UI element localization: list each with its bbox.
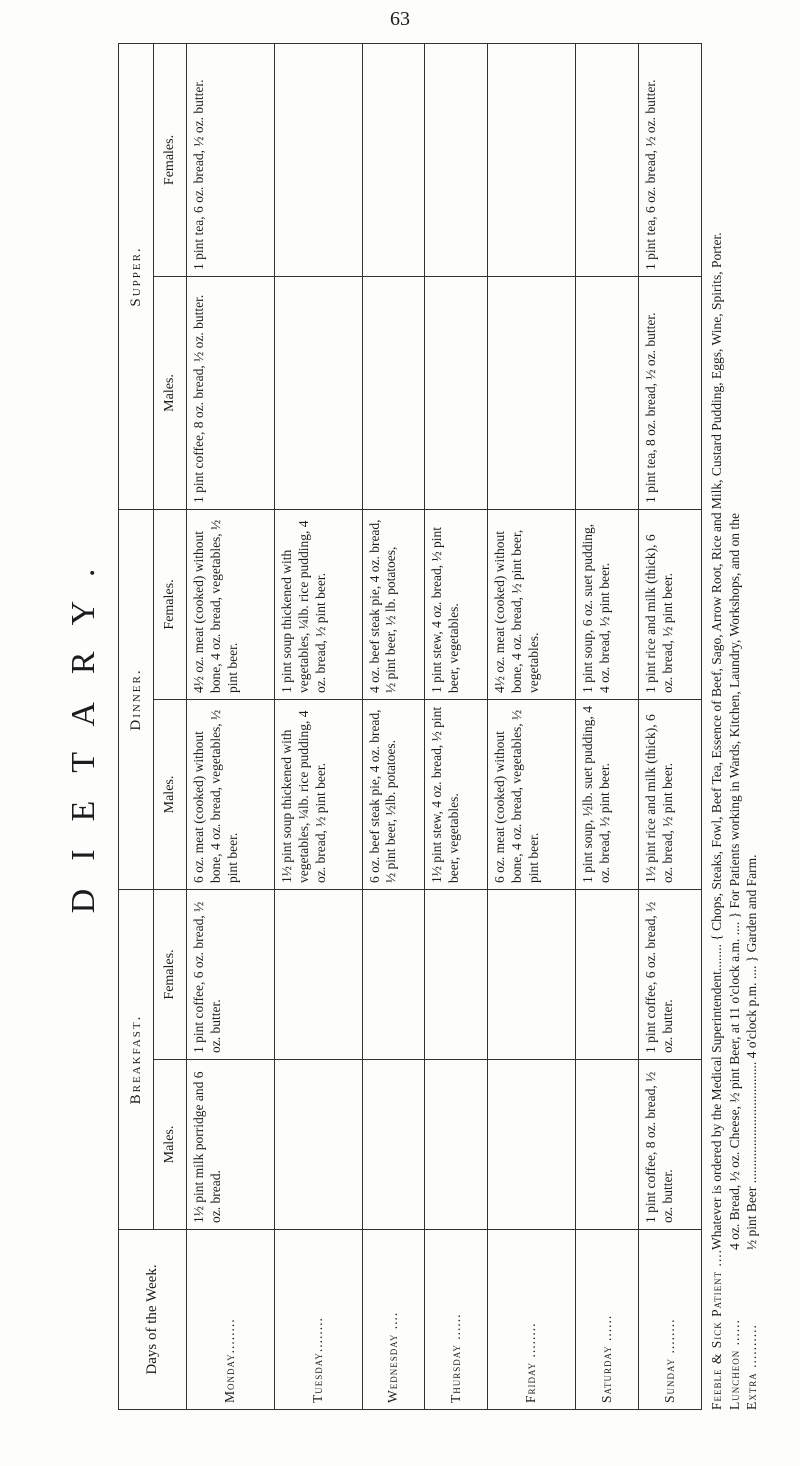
table-row (187, 43, 275, 1409)
dietary-table (118, 43, 702, 1410)
footnote-label: Feeble & Sick Patient .... (709, 1248, 724, 1410)
footnote-row (743, 44, 761, 1410)
breakfast-males-cell (488, 1060, 576, 1230)
breakfast-males-header: Males. (154, 1060, 187, 1230)
footnote-text: Whatever is ordered by the Medical Superintendent........ { Chops, Steaks, Fowl, Beef Tea, Essence of Beef, Sago, Arrow Root, Rice and Milk, Custard Pudding, Eggs, Wine, Spirits, Porter. (709, 232, 724, 1250)
dinner-females-header: Females. (154, 509, 187, 699)
dinner-males-cell: 6 oz. meat (cooked) without bone, 4 oz. bread, vegetables, ½ pint beer. (488, 700, 576, 890)
supper-females-cell (425, 43, 488, 276)
dinner-females-cell: 1 pint stew, 4 oz. bread, ½ pint beer, vegetables. (425, 509, 488, 699)
day-cell: Wednesday .... (362, 1230, 425, 1410)
table-row (362, 43, 425, 1409)
dinner-males-cell: 1½ pint rice and milk (thick), 6 oz. bread, ½ pint beer. (639, 700, 702, 890)
dinner-females-cell: 4½ oz. meat (cooked) without bone, 4 oz. bread, vegetables, ½ pint beer. (187, 509, 275, 699)
supper-males-cell: 1 pint tea, 8 oz. bread, ½ oz. butter. (639, 276, 702, 509)
footnote-row (708, 44, 726, 1410)
supper-females-cell (274, 43, 362, 276)
dinner-header: Dinner. (119, 509, 154, 889)
table-row (488, 43, 576, 1409)
supper-males-cell (576, 276, 639, 509)
dinner-females-cell: 1 pint soup thickened with vegetables, ¼lb. rice pudding, 4 oz. bread, ½ pint beer. (274, 509, 362, 699)
footnote-label: Extra .......... (744, 1324, 760, 1410)
breakfast-header: Breakfast. (119, 890, 154, 1230)
supper-males-cell (362, 276, 425, 509)
supper-header: Supper. (119, 43, 154, 509)
breakfast-females-cell (425, 890, 488, 1060)
day-cell: Monday........ (187, 1230, 275, 1410)
dinner-females-cell: 1 pint rice and milk (thick), 6 oz. bread, ½ pint beer. (639, 509, 702, 699)
supper-females-cell (576, 43, 639, 276)
supper-females-cell: 1 pint tea, 6 oz. bread, ½ oz. butter. (187, 43, 275, 276)
table-row (576, 43, 639, 1409)
supper-females-header: Females. (154, 43, 187, 276)
breakfast-females-cell (274, 890, 362, 1060)
supper-females-cell (362, 43, 425, 276)
breakfast-males-cell: 1½ pint milk porridge and 6 oz. bread. (187, 1060, 275, 1230)
page-number: 63 (390, 8, 410, 30)
dinner-females-cell: 4 oz. beef steak pie, 4 oz. bread, ½ pint beer, ½ lb. potatoes, (362, 509, 425, 699)
table-row (639, 43, 702, 1409)
dinner-females-cell: 1 pint soup, 6 oz. suet pudding, 4 oz. bread, ½ pint beer. (576, 509, 639, 699)
breakfast-females-header: Females. (154, 890, 187, 1060)
footnote-text: 4 oz. Bread, ½ oz. Cheese, ½ pint Beer, at 11 o'clock a.m. .... } For Patients working in Wards, Kitchen, Laundry, Workshops, and on the (726, 513, 742, 1250)
dietary-title: DIETARY. (65, 540, 102, 914)
days-header: Days of the Week. (119, 1230, 187, 1410)
supper-males-cell (425, 276, 488, 509)
day-cell: Sunday ........ (639, 1230, 702, 1410)
dinner-males-cell: 1½ pint stew, 4 oz. bread, ½ pint beer, vegetables. (425, 700, 488, 890)
day-cell: Friday ........ (488, 1230, 576, 1410)
breakfast-males-cell (576, 1060, 639, 1230)
footnote-text: ½ pint Beer .................................... 4 o'clock p.m. .... } Garden and Farm. (744, 854, 760, 1250)
dinner-males-cell: 1½ pint soup thickened with vegetables, ¼lb. rice pudding, 4 oz. bread, ½ pint beer. (274, 700, 362, 890)
breakfast-males-cell: 1 pint coffee, 8 oz. bread, ½ oz. butter. (639, 1060, 702, 1230)
dinner-males-header: Males. (154, 700, 187, 890)
supper-females-cell (488, 43, 576, 276)
breakfast-females-cell: 1 pint coffee, 6 oz. bread, ½ oz. butter. (639, 890, 702, 1060)
day-cell: Tuesday........ (274, 1230, 362, 1410)
table-row (274, 43, 362, 1409)
breakfast-females-cell (362, 890, 425, 1060)
footnote-label: Luncheon ...... (726, 1319, 742, 1410)
supper-males-cell (274, 276, 362, 509)
footnote-row (726, 44, 744, 1410)
dinner-females-cell: 4½ oz. meat (cooked) without bone, 4 oz. bread, ½ pint beer, vegetables. (488, 509, 576, 699)
breakfast-females-cell (488, 890, 576, 1060)
rotated-dietary-sheet (60, 44, 760, 1410)
dinner-males-cell: 6 oz. beef steak pie, 4 oz. bread, ½ pint beer, ½lb. potatoes. (362, 700, 425, 890)
dinner-males-cell: 1 pint soup, ½lb. suet pudding, 4 oz. bread, ½ pint beer. (576, 700, 639, 890)
dietary-footnotes (708, 44, 761, 1410)
day-cell: Saturday ...... (576, 1230, 639, 1410)
breakfast-males-cell (362, 1060, 425, 1230)
supper-males-header: Males. (154, 276, 187, 509)
supper-males-cell (488, 276, 576, 509)
supper-males-cell: 1 pint coffee, 8 oz. bread, ½ oz. butter. (187, 276, 275, 509)
breakfast-males-cell (274, 1060, 362, 1230)
table-row (425, 43, 488, 1409)
supper-females-cell: 1 pint tea, 6 oz. bread, ½ oz. butter. (639, 43, 702, 276)
breakfast-females-cell (576, 890, 639, 1060)
breakfast-males-cell (425, 1060, 488, 1230)
day-cell: Thursday ...... (425, 1230, 488, 1410)
breakfast-females-cell: 1 pint coffee, 6 oz. bread, ½ oz. butter. (187, 890, 275, 1060)
dinner-males-cell: 6 oz. meat (cooked) without bone, 4 oz. bread, vegetables, ½ pint beer. (187, 700, 275, 890)
